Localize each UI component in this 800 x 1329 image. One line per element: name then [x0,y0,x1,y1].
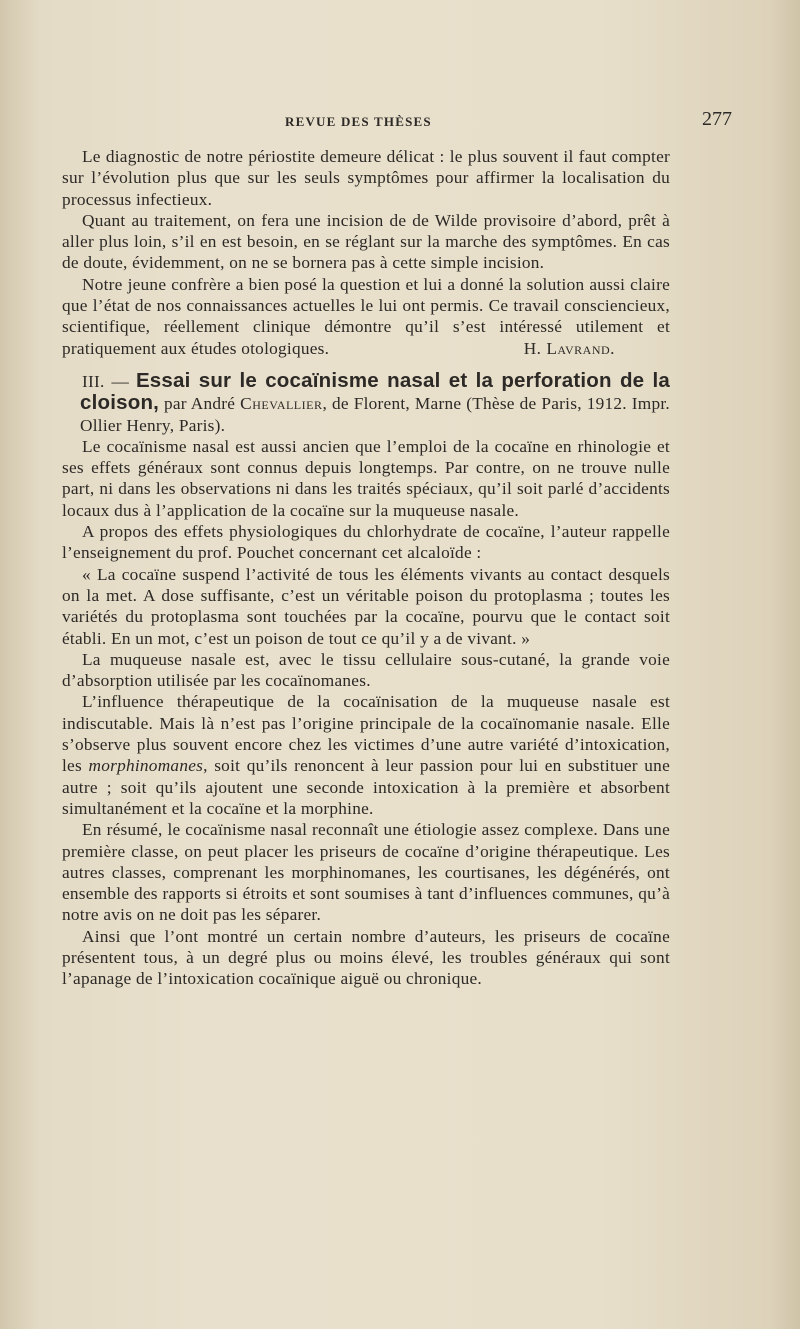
paragraph: En résumé, le cocaïnisme nasal reconnaît une étiologie assez complexe. Dans une première classe, on peut placer les priseurs de cocaïne d’origine thérapeutique. Les autres classes, comprenant les morphinomanes, les courtisanes, les dégénérés, ont ensemble des rapports si étroits et sont soumises à tant d’influences communes, qu’à notre avis on ne doit pas les séparer. [62,820,670,925]
reviewer-signature: H. Lavrand. [523,338,615,358]
paragraph: Le diagnostic de notre périostite demeure délicat : le plus souvent il faut compter sur l’évolution plus que sur les seuls symptômes pour affirmer la localisation du processus infectieux. [62,147,670,209]
page-body [62,146,670,990]
section-title: Essai sur le cocaïnisme nasal et la perforation de la cloison, [80,368,671,415]
paragraph: Quant au traitement, on fera une incision de de Wilde provisoire d’abord, prêt à aller plus loin, s’il en est besoin, en se réglant sur la marche des symptômes. En cas de doute, évidemment, on ne se bornera pas à cette simple incision. [62,210,670,273]
review-periostite [62,146,670,359]
section-author: Chevallier [240,394,323,414]
paragraph: Notre jeune confrère a bien posé la question et lui a donné la solution aussi claire que l’état de nos connaissances actuelles le lui ont permis. Ce travail consciencieux, scientifique, réellement clinique démontre qu’il s’est intéressé utilement et pratiquement aux études otologiques. [62,274,670,358]
paragraph: Le cocaïnisme nasal est aussi ancien que l’emploi de la cocaïne en rhinologie et ses effets généraux sont connus depuis longtemps. Par contre, on ne trouve nulle part, ni dans les observations ni dans les traités spéciaux, qu’il soit parlé d’accidents locaux dus à l’application de la cocaïne sur la muqueuse nasale. [62,436,670,520]
paragraph [62,691,670,819]
paragraph-text: , soit qu’ils renoncent à leur passion pour lui en substituer une autre ; soit qu’ils ajoutent une seconde intoxication à la première et absorbent simultanément et la cocaïne et la morphine. [62,756,670,818]
page-number: 277 [702,108,732,130]
review-cocainisme [62,370,670,990]
quotation: « La cocaïne suspend l’activité de tous les éléments vivants au contact desquels on la met. A dose suffisante, c’est un véritable poison du protoplasma ; toutes les variétés du protoplasma sont touchées par la cocaïne, pourvu que le contact soit établi. En un mot, c’est un poison de tout ce qu’il y a de vivant. » [62,564,670,648]
italic-term: morphinomanes [88,756,204,776]
section-by: par André [164,394,236,414]
paragraph: A propos des effets physiologiques du chlorhydrate de cocaïne, l’auteur rappelle l’enseignement du prof. Pouchet concernant cet alcaloïde : [62,522,670,563]
section-heading [62,370,670,436]
section-citation: , de Florent, Marne (Thèse de Paris, 1912. Impr. Ollier Henry, Paris). [80,394,670,435]
running-title: REVUE DES THÈSES [285,114,432,129]
paragraph-text: L’influence thérapeutique de la cocaïnisation de la muqueuse nasale est indiscutable. Mais là n’est pas l’origine principale de la cocaïnomanie nasale. Elle s’observe plus souvent encore chez les victimes d’une autre variété d’intoxication, les [62,692,670,776]
paragraph: La muqueuse nasale est, avec le tissu cellulaire sous-cutané, la grande voie d’absorption utilisée par les cocaïnomanes. [62,649,670,691]
page-header [62,110,732,140]
paragraph: Ainsi que l’ont montré un certain nombre d’auteurs, les priseurs de cocaïne présentent tous, à un degré plus ou moins élevé, les troubles généraux qui sont l’apanage de l’intoxication cocaïnique aiguë ou chronique. [62,926,670,989]
section-number: III. — [82,371,130,391]
paragraph-with-signature [62,274,670,359]
